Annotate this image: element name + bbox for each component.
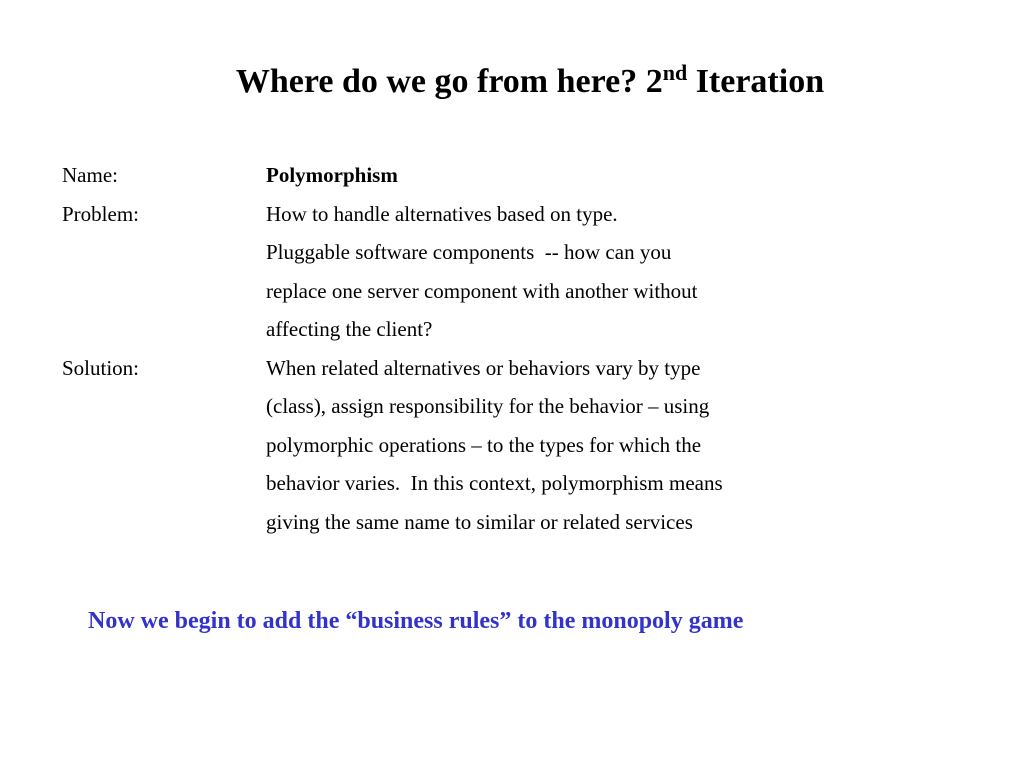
problem-text	[266, 195, 906, 349]
solution-line: polymorphic operations – to the types for which the	[266, 432, 702, 457]
solution-line: When related alternatives or behaviors vary by type	[266, 355, 701, 380]
name-label: Name:	[62, 163, 118, 187]
problem-line: How to handle alternatives based on type.	[266, 201, 618, 226]
solution-line: (class), assign responsibility for the behavior – using	[266, 394, 710, 418]
title-main: Where do we go from here? 2	[235, 63, 663, 100]
name-value: Polymorphism	[266, 163, 398, 187]
solution-line: giving the same name to similar or related services	[266, 509, 693, 534]
title-tail: Iteration	[687, 63, 825, 100]
title-superscript: nd	[662, 60, 688, 85]
problem-line: replace one server component with another without	[266, 278, 698, 303]
name-value-block	[266, 156, 906, 195]
slide-title	[0, 58, 1024, 106]
solution-label: Solution:	[62, 355, 140, 380]
problem-line: Pluggable software components -- how can you	[266, 240, 672, 264]
problem-label: Problem:	[62, 201, 139, 226]
problem-line: affecting the client?	[266, 317, 433, 341]
footer-note: Now we begin to add the “business rules” to the monopoly game	[88, 608, 744, 634]
solution-text	[266, 349, 906, 542]
solution-line: behavior varies. In this context, polymorphism means	[266, 471, 723, 495]
